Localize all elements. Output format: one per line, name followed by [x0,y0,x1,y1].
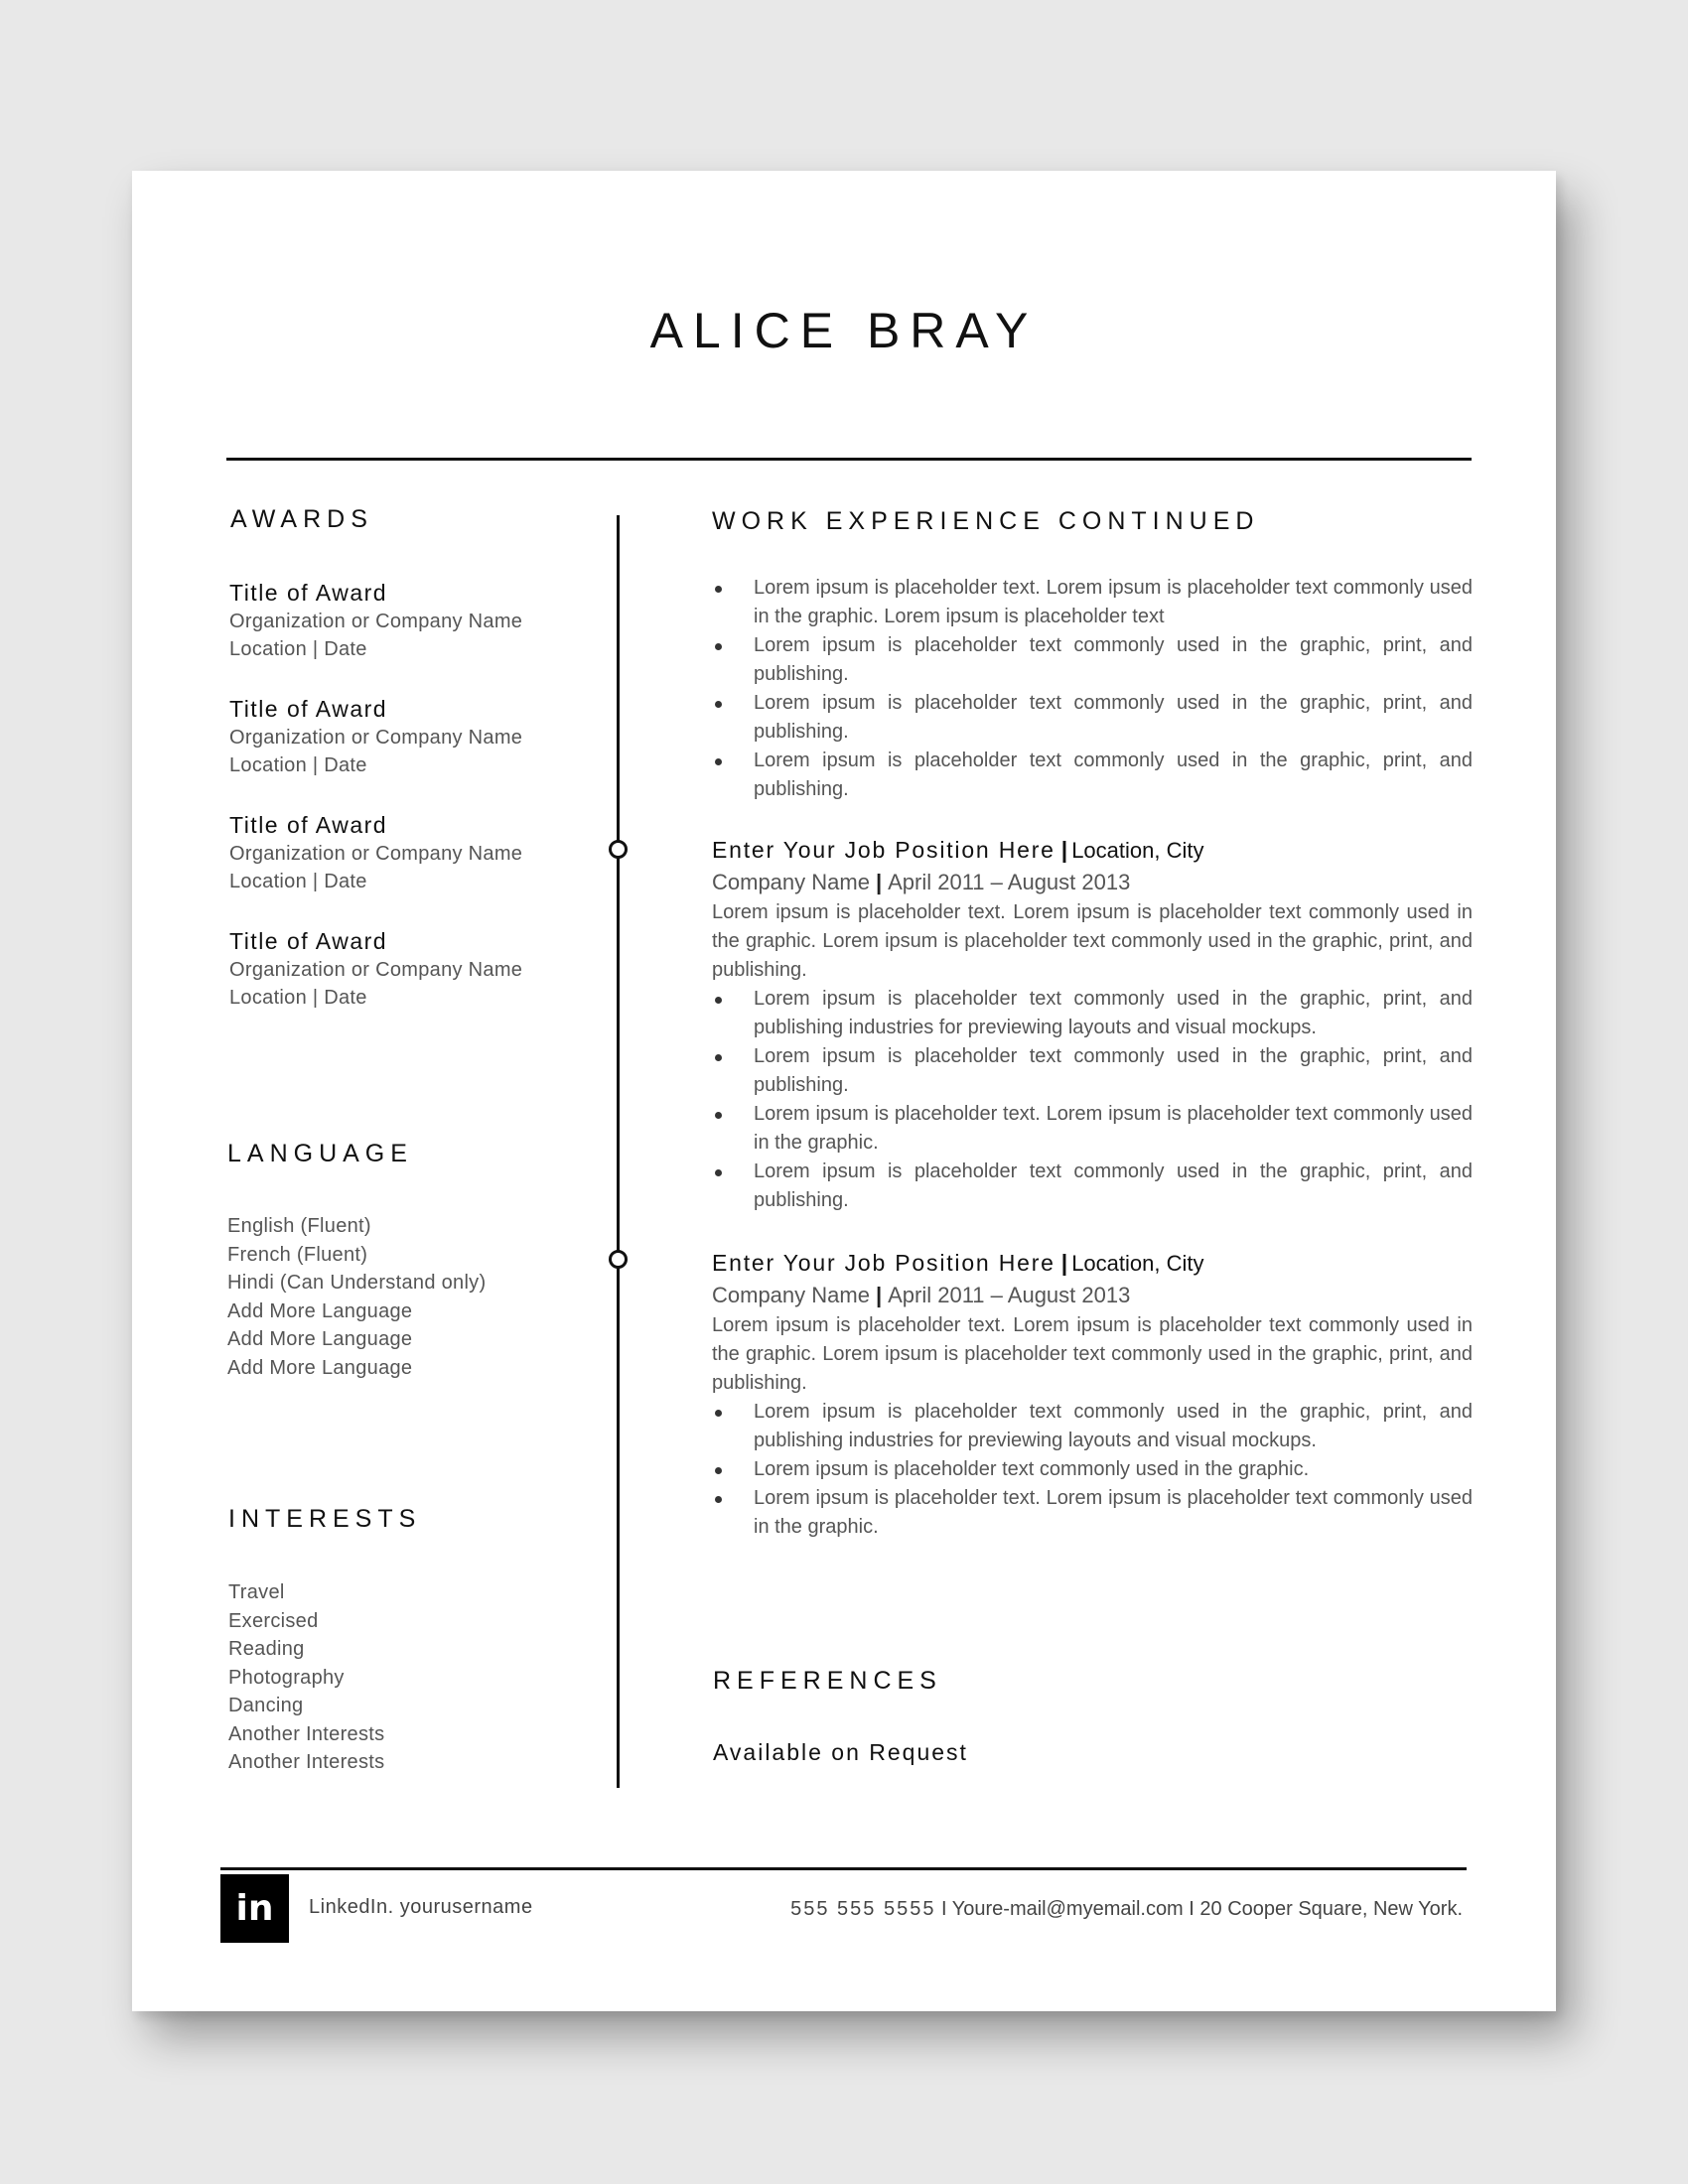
award-organization: Organization or Company Name [229,727,523,749]
language-item: Add More Language [227,1356,413,1379]
job-location: Location, City [1071,838,1204,863]
bullet-item: Lorem ipsum is placeholder text. Lorem ipsum is placeholder text commonly used in the graphic. [712,1484,1473,1542]
award-organization: Organization or Company Name [229,843,523,865]
references-heading: REFERENCES [713,1667,942,1695]
bullet-item: Lorem ipsum is placeholder text commonly used in the graphic. [712,1455,1473,1484]
award-location-date: Location | Date [229,871,367,892]
company-separator: | [875,870,883,894]
language-item: Add More Language [227,1299,413,1322]
job-description: Lorem ipsum is placeholder text. Lorem ipsum is placeholder text commonly used in the graphic. Lorem ipsum is placeholder text commonly used in the graphic, print, and publishing. [712,1314,1473,1394]
company-line [712,867,1473,898]
company-line [712,1280,1473,1311]
award-item [229,926,587,1012]
intro-bullet-list [712,574,1473,804]
award-title: Title of Award [229,696,388,722]
top-divider [226,458,1472,461]
resume-name: ALICE BRAY [649,303,1039,358]
bullet-item: Lorem ipsum is placeholder text. Lorem ipsum is placeholder text commonly used in the graphic. Lorem ipsum is placeholder text [712,574,1473,631]
company-separator: | [875,1283,883,1307]
interest-item: Exercised [228,1609,319,1632]
award-item [229,578,587,663]
company-name: Company Name [712,870,870,894]
language-list [227,1212,486,1382]
interest-item: Travel [228,1581,285,1603]
job-title-line [712,834,1473,867]
bullet-item: Lorem ipsum is placeholder text. Lorem ipsum is placeholder text commonly used in the graphic. [712,1100,1473,1158]
timeline-node [609,1250,628,1269]
bullet-item: Lorem ipsum is placeholder text commonly used in the graphic, print, and publishing. [712,1042,1473,1100]
award-organization: Organization or Company Name [229,959,523,981]
email-address-line: I Youre-mail@myemail.com I 20 Cooper Square, New York. [935,1898,1463,1920]
references-text: Available on Request [713,1739,968,1765]
language-item: English (Fluent) [227,1215,371,1237]
award-location-date: Location | Date [229,987,367,1009]
job-dates: April 2011 – August 2013 [888,1283,1131,1307]
interests-heading: INTERESTS [228,1505,422,1533]
job-separator: | [1060,837,1068,863]
award-organization: Organization or Company Name [229,611,523,632]
timeline-line [617,515,620,1788]
job-separator: | [1060,1250,1068,1276]
job-entry [712,834,1473,1215]
language-item: French (Fluent) [227,1243,368,1266]
award-title: Title of Award [229,812,388,838]
language-heading: LANGUAGE [227,1140,413,1167]
award-item [229,694,587,779]
job-bullet-list [712,985,1473,1215]
bullet-item: Lorem ipsum is placeholder text commonly used in the graphic, print, and publishing. [712,747,1473,804]
job-position: Enter Your Job Position Here [712,1250,1055,1276]
award-location-date: Location | Date [229,754,367,776]
work-experience-heading: WORK EXPERIENCE CONTINUED [712,507,1260,535]
language-item: Hindi (Can Understand only) [227,1272,487,1294]
job-bullet-list [712,1398,1473,1542]
bullet-item: Lorem ipsum is placeholder text commonly used in the graphic, print, and publishing. [712,689,1473,747]
contact-info [790,1898,1463,1921]
company-name: Company Name [712,1283,870,1307]
job-entry [712,1247,1473,1542]
bullet-item: Lorem ipsum is placeholder text commonly used in the graphic, print, and publishing. [712,1158,1473,1215]
bullet-item: Lorem ipsum is placeholder text commonly used in the graphic, print, and publishing industries for previewing layouts and visual mockups. [712,1398,1473,1455]
job-description: Lorem ipsum is placeholder text. Lorem ipsum is placeholder text commonly used in the graphic. Lorem ipsum is placeholder text commonly used in the graphic, print, and publishing. [712,901,1473,981]
bullet-item: Lorem ipsum is placeholder text commonly used in the graphic, print, and publishing industries for previewing layouts and visual mockups. [712,985,1473,1042]
timeline-node [609,840,628,859]
interest-item: Reading [228,1638,305,1660]
linkedin-icon[interactable]: in [220,1874,289,1943]
award-title: Title of Award [229,580,388,606]
job-dates: April 2011 – August 2013 [888,870,1131,894]
interest-item: Another Interests [228,1751,385,1773]
award-location-date: Location | Date [229,638,367,660]
job-location: Location, City [1071,1251,1204,1276]
job-title-line [712,1247,1473,1280]
resume-page [132,171,1556,2011]
job-position: Enter Your Job Position Here [712,837,1055,863]
interest-item: Photography [228,1666,345,1689]
award-title: Title of Award [229,928,388,954]
awards-heading: AWARDS [230,505,373,533]
bullet-item: Lorem ipsum is placeholder text commonly used in the graphic, print, and publishing. [712,631,1473,689]
interests-list [228,1578,384,1777]
phone-number: 555 555 5555 [790,1898,936,1920]
interest-item: Another Interests [228,1722,385,1745]
interest-item: Dancing [228,1695,304,1716]
language-item: Add More Language [227,1328,413,1350]
linkedin-username[interactable]: LinkedIn. yourusername [309,1896,533,1918]
award-item [229,810,587,895]
bottom-divider [220,1867,1467,1870]
